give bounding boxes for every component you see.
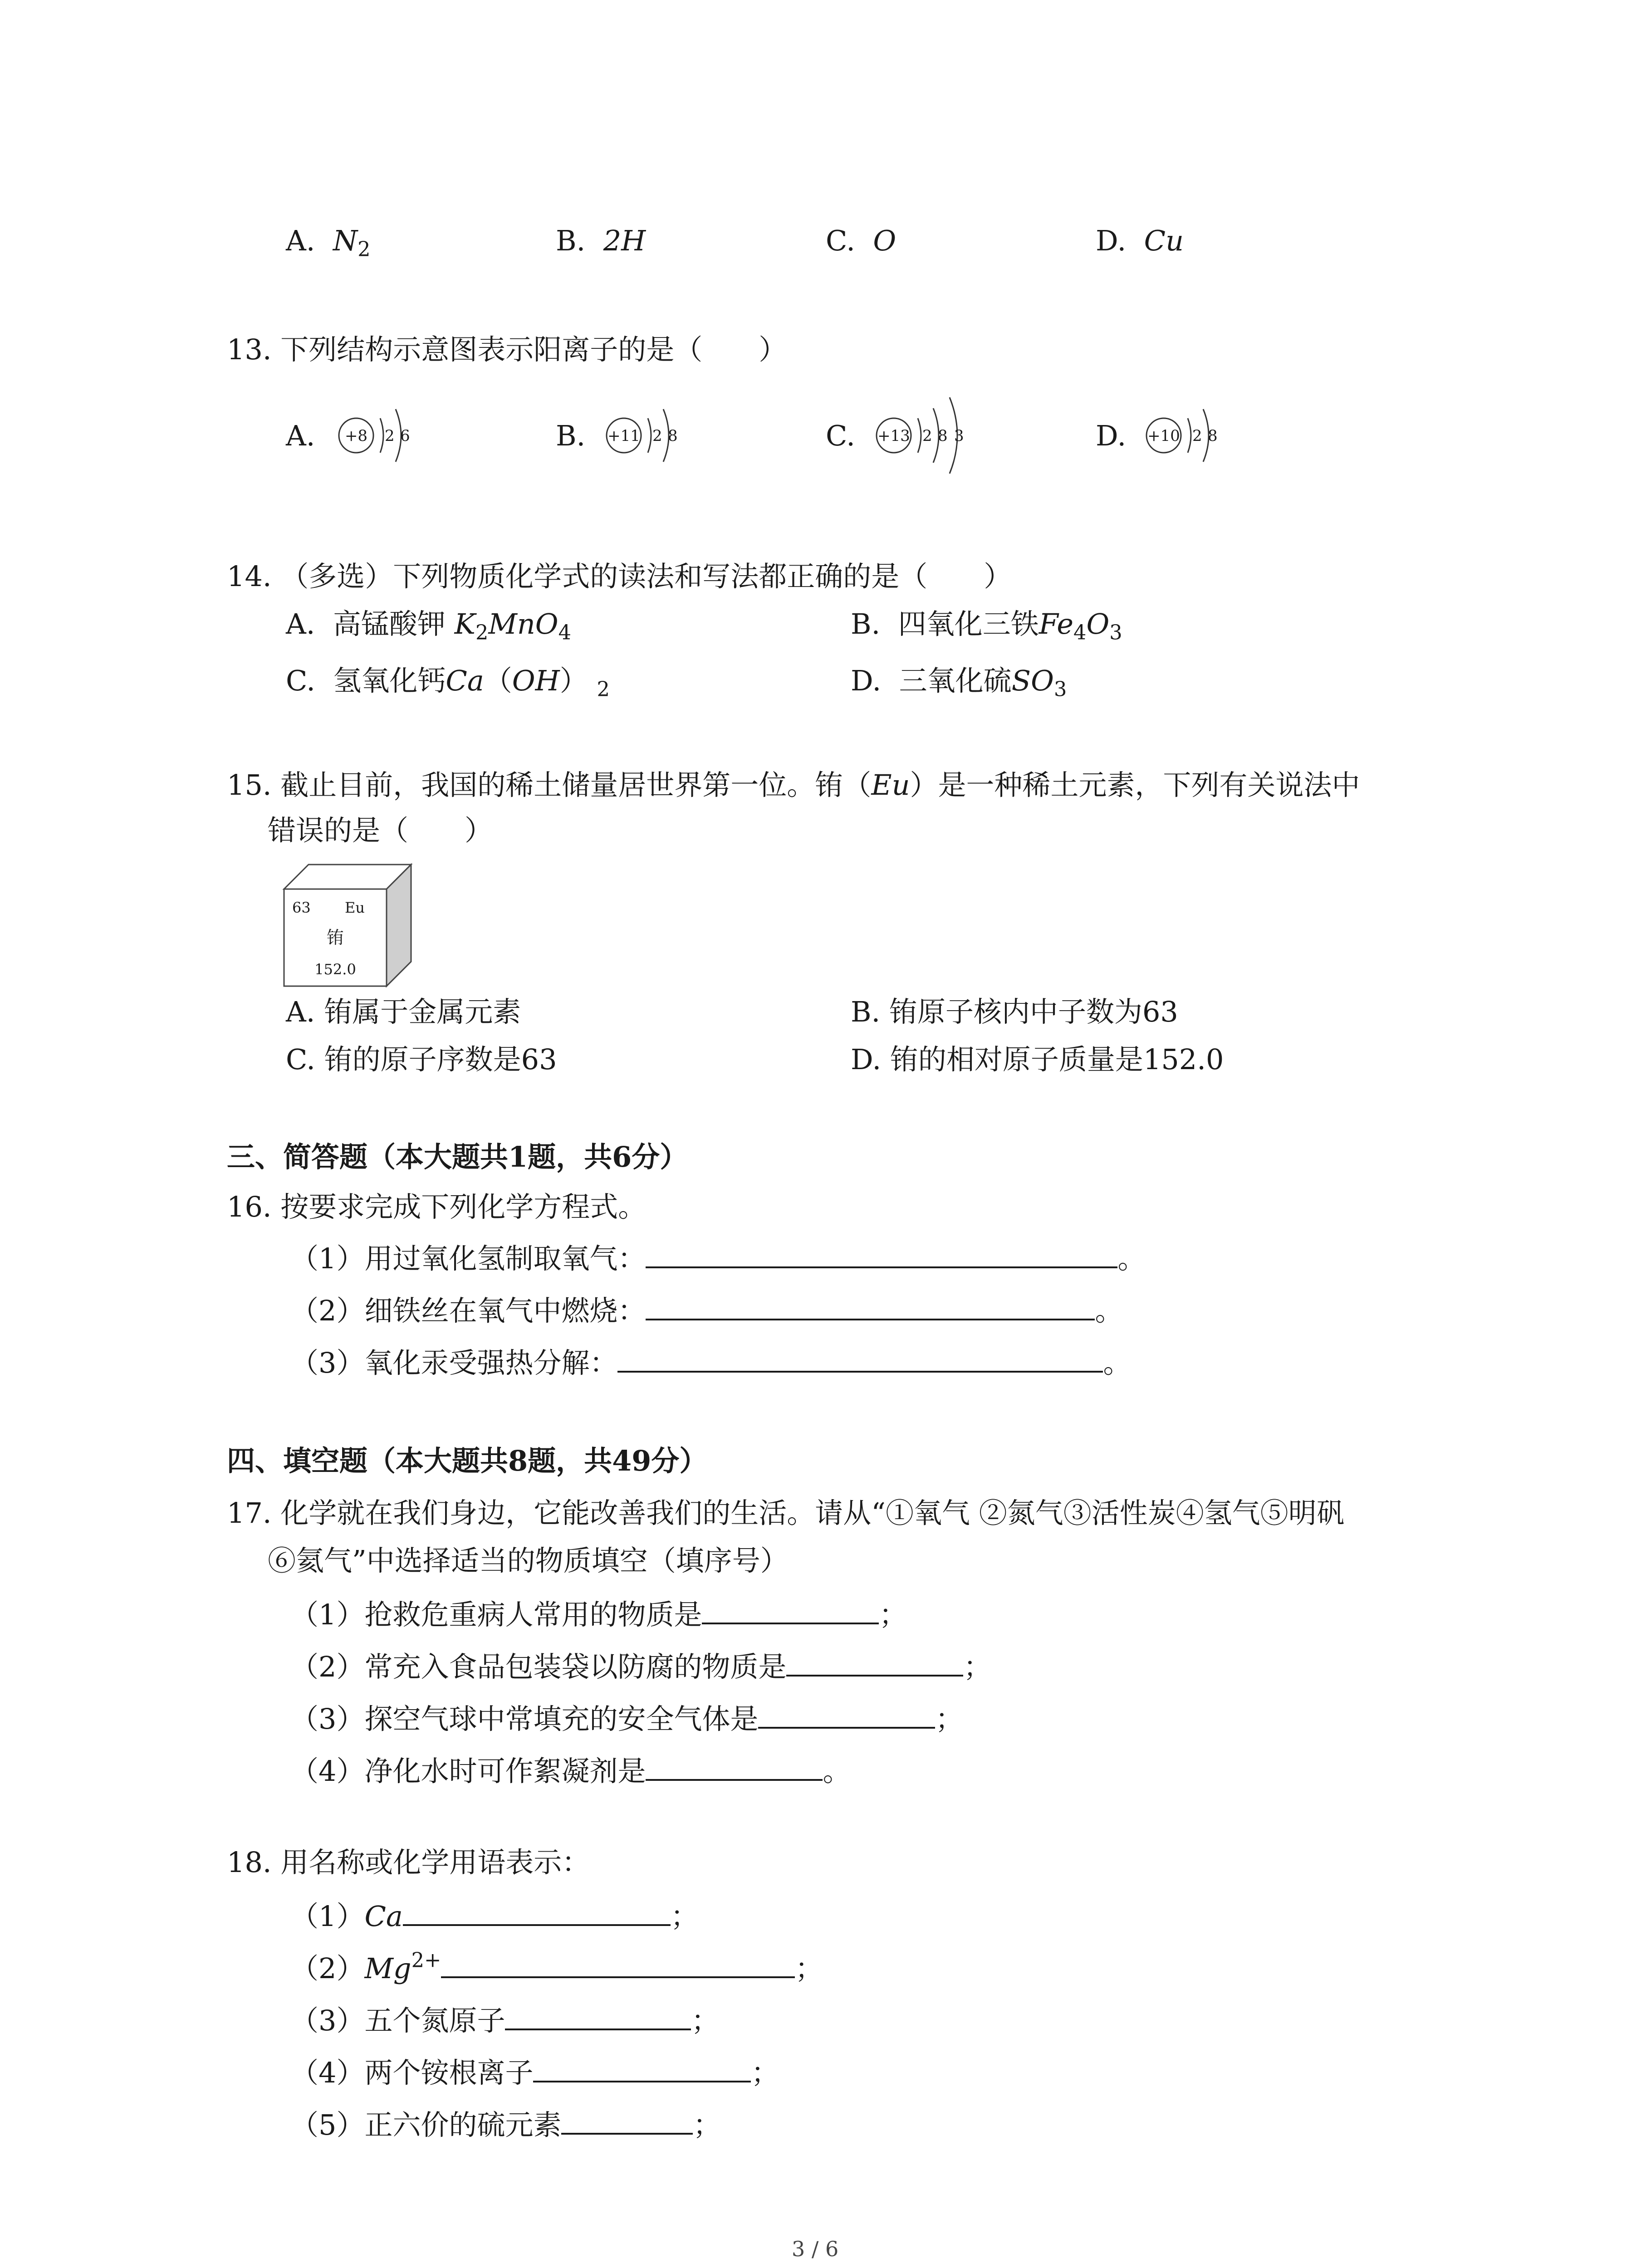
q15-option-c: C. 铕的原子序数是63 — [286, 1043, 557, 1076]
nucleus-charge: +13 — [877, 427, 910, 445]
q18-item-1: （1）Ca ； — [290, 1900, 699, 1933]
answer-blank[interactable] — [646, 1243, 1117, 1268]
answer-blank[interactable] — [533, 2057, 751, 2082]
q13-option-d-label: D. — [1096, 419, 1127, 452]
q17-item-4: （4）净化水时可作絮凝剂是 。 — [290, 1755, 851, 1788]
answer-blank[interactable] — [646, 1755, 823, 1781]
answer-blank[interactable] — [758, 1703, 935, 1729]
q15-option-d: D. 铕的相对原子质量是152.0 — [851, 1043, 1224, 1076]
nucleus-charge: +11 — [607, 427, 640, 445]
q12-option-d: D. Cu — [1096, 224, 1184, 257]
q16-item-3: （3）氧化汞受强热分解： 。 — [290, 1346, 1132, 1379]
q14-stem: 14. （多选）下列物质化学式的读法和写法都正确的是（ ） — [227, 560, 1012, 593]
shell-electrons-1: 2 — [922, 427, 932, 445]
q12-option-b: B. 2H — [556, 224, 646, 257]
answer-blank[interactable] — [617, 1347, 1103, 1373]
q17-item-2: （2）常充入食品包装袋以防腐的物质是 ； — [290, 1650, 992, 1683]
q12-option-a: A. $N_2$ — [286, 224, 371, 261]
q17-stem-line1: 17. 化学就在我们身边，它能改善我们的生活。请从“①氧气 ②氮气③活性炭④氢气⑤明矾 — [227, 1496, 1345, 1530]
q13-option-b-label: B. — [556, 419, 586, 452]
answer-blank[interactable] — [403, 1901, 671, 1926]
answer-blank[interactable] — [561, 2109, 693, 2135]
q13-option-a-label: A. — [286, 419, 315, 452]
atom-diagram-d — [1143, 386, 1234, 485]
q18-item-3: （3）五个氮原子 ； — [290, 2004, 720, 2037]
q12-option-c: C. O — [826, 224, 896, 257]
shell-electrons-2: 8 — [668, 427, 678, 445]
page-number: 3 / 6 — [792, 2237, 839, 2261]
shell-electrons-2: 8 — [1208, 427, 1218, 445]
q14-option-b: B. 四氧化三铁$Fe_4O_3$ — [851, 607, 1122, 645]
shell-electrons-2: 6 — [400, 427, 410, 445]
atomic-number: 63 — [292, 899, 311, 916]
section-4-heading: 四、填空题（本大题共8题，共49分） — [227, 1444, 708, 1477]
q13-option-c-label: C. — [826, 419, 855, 452]
q17-item-1: （1）抢救危重病人常用的物质是 ； — [290, 1598, 907, 1631]
section-3-heading: 三、简答题（本大题共1题，共6分） — [227, 1140, 688, 1173]
nucleus-charge: +10 — [1147, 427, 1180, 445]
q16-item-2: （2）细铁丝在氧气中燃烧： 。 — [290, 1294, 1123, 1327]
q16-stem: 16. 按要求完成下列化学方程式。 — [227, 1190, 647, 1223]
element-symbol: Eu — [345, 899, 365, 916]
q15-stem-line2: 错误的是（ ） — [268, 814, 493, 847]
answer-blank[interactable] — [646, 1295, 1095, 1320]
shell-electrons-1: 2 — [1192, 427, 1202, 445]
q15-option-a: A. 铕属于金属元素 — [286, 995, 521, 1028]
atom-diagram-b — [603, 386, 694, 485]
nucleus-charge: +8 — [344, 427, 368, 445]
answer-blank[interactable] — [505, 2005, 691, 2030]
shell-electrons-2: 8 — [938, 427, 948, 445]
q18-item-2: $(2)Mg^{2+}$ ； — [290, 1948, 823, 1985]
atom-diagram-a — [336, 386, 426, 485]
q18-item-4: （4）两个铵根离子 ； — [290, 2056, 779, 2089]
answer-blank[interactable] — [702, 1599, 879, 1624]
answer-blank[interactable] — [786, 1651, 963, 1677]
periodic-table-cell — [281, 862, 413, 989]
q15-option-b: B. 铕原子核内中子数为63 — [851, 995, 1178, 1028]
q14-option-a: A. 高锰酸钾 $K_2MnO_4$ — [286, 607, 572, 645]
q16-item-1: （1）用过氧化氢制取氧气： 。 — [290, 1242, 1146, 1275]
q14-option-c: C. 氢氧化钙Ca（OH） $_2$ — [286, 664, 610, 701]
shell-electrons-3: 3 — [954, 427, 964, 445]
q18-item-5: （5）正六价的硫元素 ； — [290, 2108, 721, 2141]
element-name: 铕 — [326, 928, 344, 948]
q17-item-3: （3）探空气球中常填充的安全气体是 ； — [290, 1702, 964, 1735]
q17-stem-line2: ⑥氦气”中选择适当的物质填空（填序号） — [268, 1544, 789, 1577]
q15-stem-line1: 15. 截止目前，我国的稀土储量居世界第一位。铕（Eu）是一种稀土元素，下列有关说法中 — [227, 768, 1360, 802]
shell-electrons-1: 2 — [652, 427, 662, 445]
q18-stem: 18. 用名称或化学用语表示： — [227, 1846, 590, 1879]
q14-option-d: D. 三氧化硫$SO_3$ — [851, 664, 1067, 701]
q13-stem: 13. 下列结构示意图表示阳离子的是（ ） — [227, 333, 787, 366]
atomic-mass: 152.0 — [314, 961, 356, 978]
shell-electrons-1: 2 — [385, 427, 395, 445]
answer-blank[interactable] — [441, 1953, 795, 1978]
atom-diagram-c — [873, 376, 982, 494]
